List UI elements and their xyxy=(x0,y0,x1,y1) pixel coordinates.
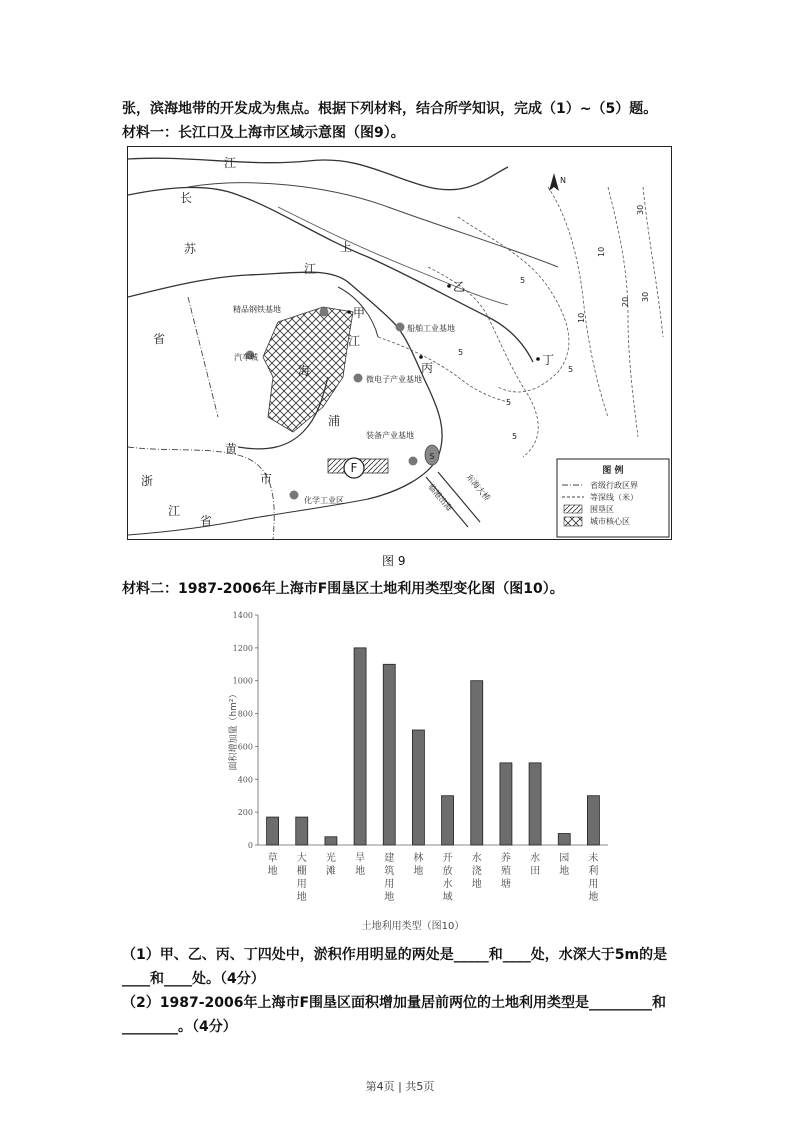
bar-建筑用地 xyxy=(383,664,395,845)
bar-园地 xyxy=(558,834,570,846)
category-label: 光滩 xyxy=(325,853,336,877)
channel-label: 临港出海 xyxy=(426,482,454,513)
bar-开放水域 xyxy=(442,796,454,845)
bar-草地 xyxy=(267,817,279,845)
page-footer: 第4页 | 共5页 xyxy=(365,1080,435,1093)
svg-text:N: N xyxy=(560,176,566,185)
region-char-14: 江 xyxy=(348,334,361,348)
fig9-caption: 图 9 xyxy=(382,554,406,568)
isobath-label-4: 5 xyxy=(506,398,512,407)
legend-item-city-core: 城市核心区 xyxy=(590,517,630,526)
material1-title: 材料一：长江口及上海市区域示意图（图9）。 xyxy=(122,125,405,141)
region-char-11: 市 xyxy=(260,472,273,486)
place-jia: 甲 xyxy=(353,306,366,320)
region-char-13: 浦 xyxy=(328,414,341,428)
category-label: 园地 xyxy=(559,853,570,877)
region-char-6: 省 xyxy=(200,514,213,528)
legend-title: 图 例 xyxy=(602,466,624,476)
bar-林地 xyxy=(412,730,424,845)
y-tick-label: 1200 xyxy=(232,643,253,653)
bridge-label: 东海大桥 xyxy=(464,472,492,503)
place-ding: 丁 xyxy=(542,353,555,367)
question-1-line-2: ____和____处。（4分） xyxy=(122,971,265,987)
category-label: 未利用地 xyxy=(588,853,599,903)
bar-光滩 xyxy=(325,837,337,845)
isobath-label-5: 5 xyxy=(512,432,518,441)
region-char-9: 上 xyxy=(340,240,353,254)
category-label: 林地 xyxy=(413,853,424,877)
y-tick-label: 200 xyxy=(237,808,253,818)
chem-zone-label: 化学工业区 xyxy=(304,496,344,505)
north-arrow-icon xyxy=(549,173,566,191)
equip-base-label: 装备产业基地 xyxy=(366,431,414,440)
bar-水田 xyxy=(529,763,541,845)
micro-base-dot xyxy=(354,374,363,383)
region-char-8: 江 xyxy=(304,262,317,276)
isobath-label-10: 30 xyxy=(641,291,650,302)
question-2-line-2: ________。（4分） xyxy=(122,1019,237,1035)
equip-base-dot xyxy=(409,457,418,466)
category-label: 建筑用地 xyxy=(384,853,395,903)
micro-base-label: 微电子产业基地 xyxy=(366,375,422,384)
region-char-7: 长 xyxy=(180,191,193,205)
y-tick-label: 0 xyxy=(247,841,253,850)
map-legend xyxy=(557,459,669,537)
s-point-label: S xyxy=(429,452,435,461)
land-use-chart xyxy=(228,605,618,935)
region-char-3: 省 xyxy=(153,332,166,346)
bar-大棚用地 xyxy=(296,817,308,845)
region-char-5: 江 xyxy=(168,504,181,518)
car-city-label: 汽车城 xyxy=(234,353,258,362)
chart-ylabel: 面积增加量（hm²） xyxy=(229,689,239,771)
place-yi: 乙 xyxy=(453,280,466,294)
y-tick-label: 600 xyxy=(237,742,253,752)
place-bing: 丙 xyxy=(421,361,434,375)
category-label: 草地 xyxy=(267,853,278,877)
y-tick-label: 800 xyxy=(237,709,253,719)
isobath-label-1: 5 xyxy=(520,276,526,285)
yangtze-estuary-map xyxy=(128,147,671,539)
steel-base-dot xyxy=(320,308,329,317)
isobath-label-8: 20 xyxy=(621,296,630,307)
region-char-2: 苏 xyxy=(184,242,197,256)
category-label: 旱地 xyxy=(355,853,366,877)
category-label: 养殖塘 xyxy=(500,853,511,890)
y-tick-label: 400 xyxy=(237,775,253,785)
ship-base-dot xyxy=(396,323,405,332)
f-zone-label: F xyxy=(350,461,358,475)
chart-xlabel: 土地利用类型（图10） xyxy=(361,921,465,932)
y-tick-label: 1400 xyxy=(232,611,253,620)
y-tick-label: 1000 xyxy=(232,676,253,686)
category-label: 大棚用地 xyxy=(296,853,307,903)
intro-line: 张，滨海地带的开发成为焦点。根据下列材料，结合所学知识，完成（1）~（5）题。 xyxy=(122,101,658,117)
isobath-label-2: 5 xyxy=(458,348,464,357)
steel-base-label: 精品钢铁基地 xyxy=(233,305,281,314)
legend-item-reclamation: 围垦区 xyxy=(590,505,614,514)
bar-养殖塘 xyxy=(500,763,512,845)
isobath-label-6: 10 xyxy=(577,312,586,323)
isobath-label-3: 5 xyxy=(568,365,574,374)
bar-水浇地 xyxy=(471,681,483,845)
category-label: 水浇地 xyxy=(471,853,482,890)
category-label: 水田 xyxy=(530,853,541,877)
bar-未利用地 xyxy=(587,796,599,845)
isobath-label-7: 10 xyxy=(597,246,606,257)
region-char-4: 浙 xyxy=(141,474,154,488)
chem-zone-dot xyxy=(290,491,299,500)
category-label: 开放水域 xyxy=(442,853,453,903)
material2-title: 材料二：1987-2006年上海市F围垦区土地利用类型变化图（图10）。 xyxy=(122,581,564,597)
region-char-10: 海 xyxy=(298,364,311,378)
question-1-line-1: （1）甲、乙、丙、丁四处中，淤积作用明显的两处是_____和____处，水深大于5m的是 xyxy=(122,947,668,963)
isobath-label-9: 30 xyxy=(636,204,645,215)
bar-旱地 xyxy=(354,648,366,845)
ship-base-label: 船舶工业基地 xyxy=(407,324,455,333)
land-use-chart-svg xyxy=(228,605,618,935)
legend-item-isobath: 等深线（米） xyxy=(590,493,638,502)
map-figure xyxy=(127,146,672,540)
question-2-line-1: （2）1987-2006年上海市F围垦区面积增加量居前两位的土地利用类型是_________和 xyxy=(122,995,667,1011)
region-char-12: 黄 xyxy=(225,442,238,456)
legend-item-border: 省级行政区界 xyxy=(590,481,638,490)
region-char-1: 江 xyxy=(224,156,237,170)
